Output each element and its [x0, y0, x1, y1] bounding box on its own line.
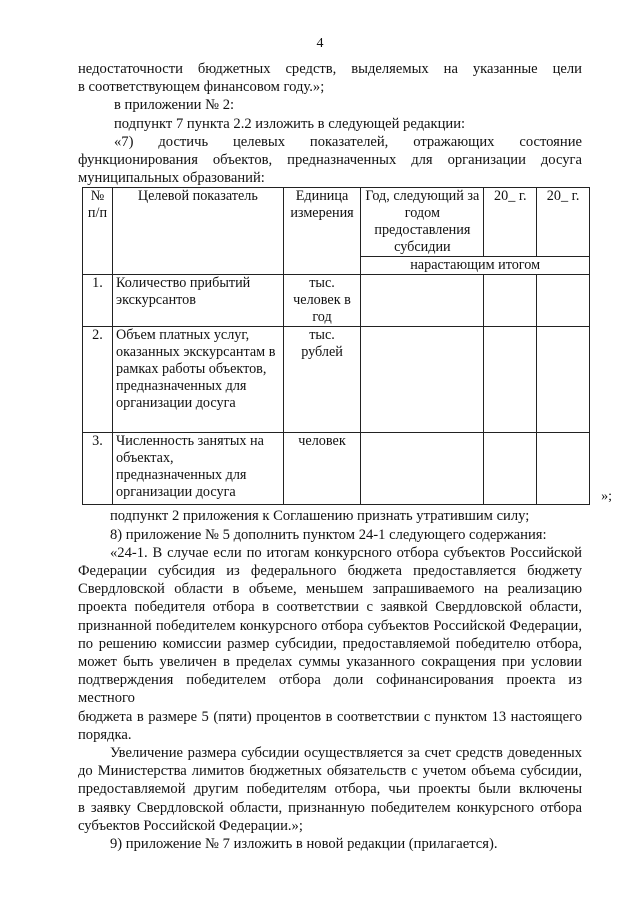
paragraph-line: функционирования объектов, предназначенных для организации досуга [78, 152, 582, 169]
header-year-next: Год, следующий за годом предоставления субсидии [361, 188, 484, 257]
cell-indicator: Численность занятых на объектах, предназначенных для организации досуга [113, 433, 284, 505]
cell-num: 3. [83, 433, 113, 505]
cell-indicator: Объем платных услуг, оказанных экскурсантам в рамках работы объектов, предназначенных для организации досуга [113, 327, 284, 433]
table-header-row [83, 188, 590, 257]
paragraph-line: подтверждения победителем отбора доли софинансирования проекта из местного [78, 672, 582, 707]
paragraph-line: предоставляемой другим победителям отбора, чьи проекты были включены [78, 781, 582, 798]
paragraph-line: муниципальных образований: [78, 170, 265, 187]
cell-empty-value [484, 433, 537, 505]
header-unit: Единица измерения [283, 188, 361, 275]
paragraph-line: 9) приложение № 7 изложить в новой редакции (прилагается). [110, 836, 498, 853]
paragraph-line: признанной победителем конкурсного отбора субъектов Российской Федерации, [78, 617, 582, 634]
paragraph-line: по решению комиссии размер субсидии, предоставляемой победителю отбора, [78, 635, 582, 652]
paragraphs-top [78, 60, 582, 187]
paragraph-line: до Министерства лимитов бюджетных обязательств с учетом объема субсидии, [78, 763, 582, 780]
paragraph-line: в соответствующем финансовом году.»; [78, 79, 325, 96]
document-body [78, 60, 612, 853]
cell-num: 1. [83, 275, 113, 327]
table-row [83, 275, 590, 327]
paragraph-line: Увеличение размера субсидии осуществляется за счет средств доведенных [110, 745, 582, 762]
paragraph-line: проекта победителя отбора в соответствии с заявкой Свердловской области, [78, 599, 582, 616]
closing-quote-mark: »; [601, 489, 612, 505]
page-number: 4 [316, 36, 324, 51]
paragraph-line: 8) приложение № 5 дополнить пунктом 24-1 следующего содержания: [110, 526, 547, 543]
cell-empty-value [361, 327, 484, 433]
header-year-3: 20_ г. [537, 188, 590, 257]
paragraphs-bottom [78, 507, 582, 853]
cell-unit: тыс. рублей [283, 327, 361, 433]
cell-empty-value [484, 327, 537, 433]
paragraph-line: подпункт 7 пункта 2.2 изложить в следующей редакции: [114, 115, 466, 132]
paragraph-line: недостаточности бюджетных средств, выделяемых на указанные цели [78, 61, 582, 77]
target-indicators-table [82, 187, 590, 505]
paragraph-line: «24-1. В случае если по итогам конкурсного отбора субъектов Российской [110, 544, 582, 561]
paragraph-line: бюджета в размере 5 (пяти) процентов в соответствии с пунктом 13 настоящего [78, 708, 582, 725]
cell-empty-value [361, 275, 484, 327]
paragraph-line: Свердловской области в объеме, меньшем запрашиваемого на реализацию [78, 581, 582, 598]
header-num: № п/п [83, 188, 113, 275]
table-body [83, 275, 590, 505]
cell-empty-value [361, 433, 484, 505]
paragraph-line: субъектов Российской Федерации.»; [78, 817, 303, 834]
cell-num: 2. [83, 327, 113, 433]
header-cumulative: нарастающим итогом [361, 257, 590, 275]
cell-unit: тыс. человек в год [283, 275, 361, 327]
table-row [83, 433, 590, 505]
paragraph-line: в приложении № 2: [114, 97, 235, 114]
paragraph-line: порядка. [78, 726, 132, 743]
header-year-2: 20_ г. [484, 188, 537, 257]
paragraph-line: подпункт 2 приложения к Соглашению признать утратившим силу; [110, 508, 530, 525]
cell-empty-value [537, 275, 590, 327]
cell-unit: человек [283, 433, 361, 505]
cell-empty-value [484, 275, 537, 327]
table-row [83, 327, 590, 433]
cell-indicator: Количество прибытий экскурсантов [113, 275, 284, 327]
paragraph-line: может быть увеличен в пределах суммы указанного сокращения при условии [78, 654, 582, 671]
cell-empty-value [537, 433, 590, 505]
cell-empty-value [537, 327, 590, 433]
header-indicator: Целевой показатель [113, 188, 284, 275]
paragraph-line: в заявку Свердловской области, признанную победителем конкурсного отбора [78, 799, 582, 816]
paragraph-line: Федерации субсидия из федерального бюджета предоставляется бюджету [78, 563, 582, 580]
paragraph-line: «7) достичь целевых показателей, отражающих состояние [114, 133, 582, 150]
